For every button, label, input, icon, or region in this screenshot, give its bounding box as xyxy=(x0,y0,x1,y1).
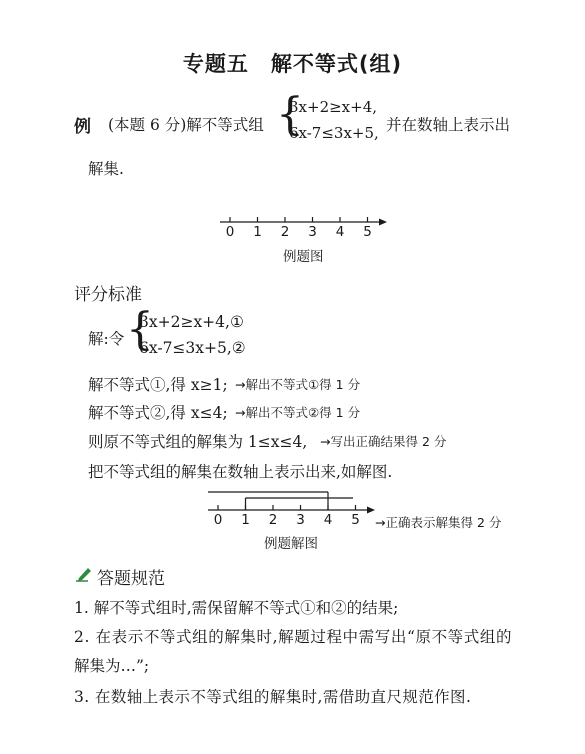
example-tick-label-1: 1 xyxy=(253,224,262,240)
solution-label: 解:令 xyxy=(88,330,125,348)
step-2-text: 解不等式②,得 x≤4; xyxy=(88,404,228,422)
example-tick-label-5: 5 xyxy=(363,224,372,240)
example-ineq-1: 3x+2≥x+4, xyxy=(289,98,378,116)
step-4-text: 把不等式组的解集在数轴上表示出来,如解图. xyxy=(88,463,393,481)
pencil-icon xyxy=(74,565,94,583)
example-axis-arrow xyxy=(379,219,387,226)
scoring-heading: 评分标准 xyxy=(74,285,142,305)
step-3-text: 则原不等式组的解集为 1≤x≤4, xyxy=(88,433,308,451)
example-intro-cont: 解集. xyxy=(88,160,124,178)
page-title: 专题五 解不等式(组) xyxy=(182,52,403,76)
solution-axis-ticks xyxy=(214,505,360,528)
solution-brace: { xyxy=(126,304,154,355)
step-1-note: →解出不等式①得 1 分 xyxy=(235,377,361,392)
example-tick-label-0: 0 xyxy=(225,224,235,240)
solution-tick-label-3: 3 xyxy=(296,512,305,528)
solution-tick-label-0: 0 xyxy=(213,512,223,528)
example-axis-ticks xyxy=(226,217,372,240)
solution-ineq-2: 6x-7≤3x+5,② xyxy=(139,339,246,357)
example-tick-label-3: 3 xyxy=(308,224,317,240)
solution-tick-label-1: 1 xyxy=(241,512,250,528)
solution-range-marks xyxy=(208,492,353,510)
step-3-note: →写出正确结果得 2 分 xyxy=(320,434,447,449)
example-intro-after: 并在数轴上表示出 xyxy=(386,116,511,134)
solution-axis-arrow xyxy=(367,507,375,514)
norm-item-1: 1. 解不等式组时,需保留解不等式①和②的结果; xyxy=(74,599,399,617)
solution-system xyxy=(139,309,246,361)
step-1-text: 解不等式①,得 x≥1; xyxy=(88,376,228,394)
norms-heading: 答题规范 xyxy=(97,569,165,589)
example-brace: { xyxy=(276,89,304,140)
example-intro: (本题 6 分)解不等式组 xyxy=(108,116,264,134)
solution-figure-note: →正确表示解集得 2 分 xyxy=(375,515,502,530)
example-ineq-2: 6x-7≤3x+5, xyxy=(289,124,379,142)
solution-figure-caption: 例题解图 xyxy=(264,536,318,552)
example-label: 例 xyxy=(74,117,91,137)
example-figure-caption: 例题图 xyxy=(283,249,324,265)
step-2-note: →解出不等式②得 1 分 xyxy=(235,405,361,420)
solution-tick-label-2: 2 xyxy=(268,512,278,528)
norm-item-3: 3. 在数轴上表示不等式组的解集时,需借助直尺规范作图. xyxy=(74,688,472,706)
solution-tick-label-4: 4 xyxy=(323,512,333,528)
norm-item-2: 2. 在表示不等式组的解集时,解题过程中需写出“原不等式组的 xyxy=(74,628,513,646)
example-number-line xyxy=(215,212,395,242)
solution-tick-label-5: 5 xyxy=(351,512,360,528)
example-tick-label-4: 4 xyxy=(335,224,345,240)
solution-number-line xyxy=(203,488,383,530)
norm-item-2-cont: 解集为…”; xyxy=(74,657,150,675)
solution-ineq-1: 3x+2≥x+4,① xyxy=(139,313,244,331)
example-tick-label-2: 2 xyxy=(280,224,290,240)
example-system xyxy=(289,94,379,146)
